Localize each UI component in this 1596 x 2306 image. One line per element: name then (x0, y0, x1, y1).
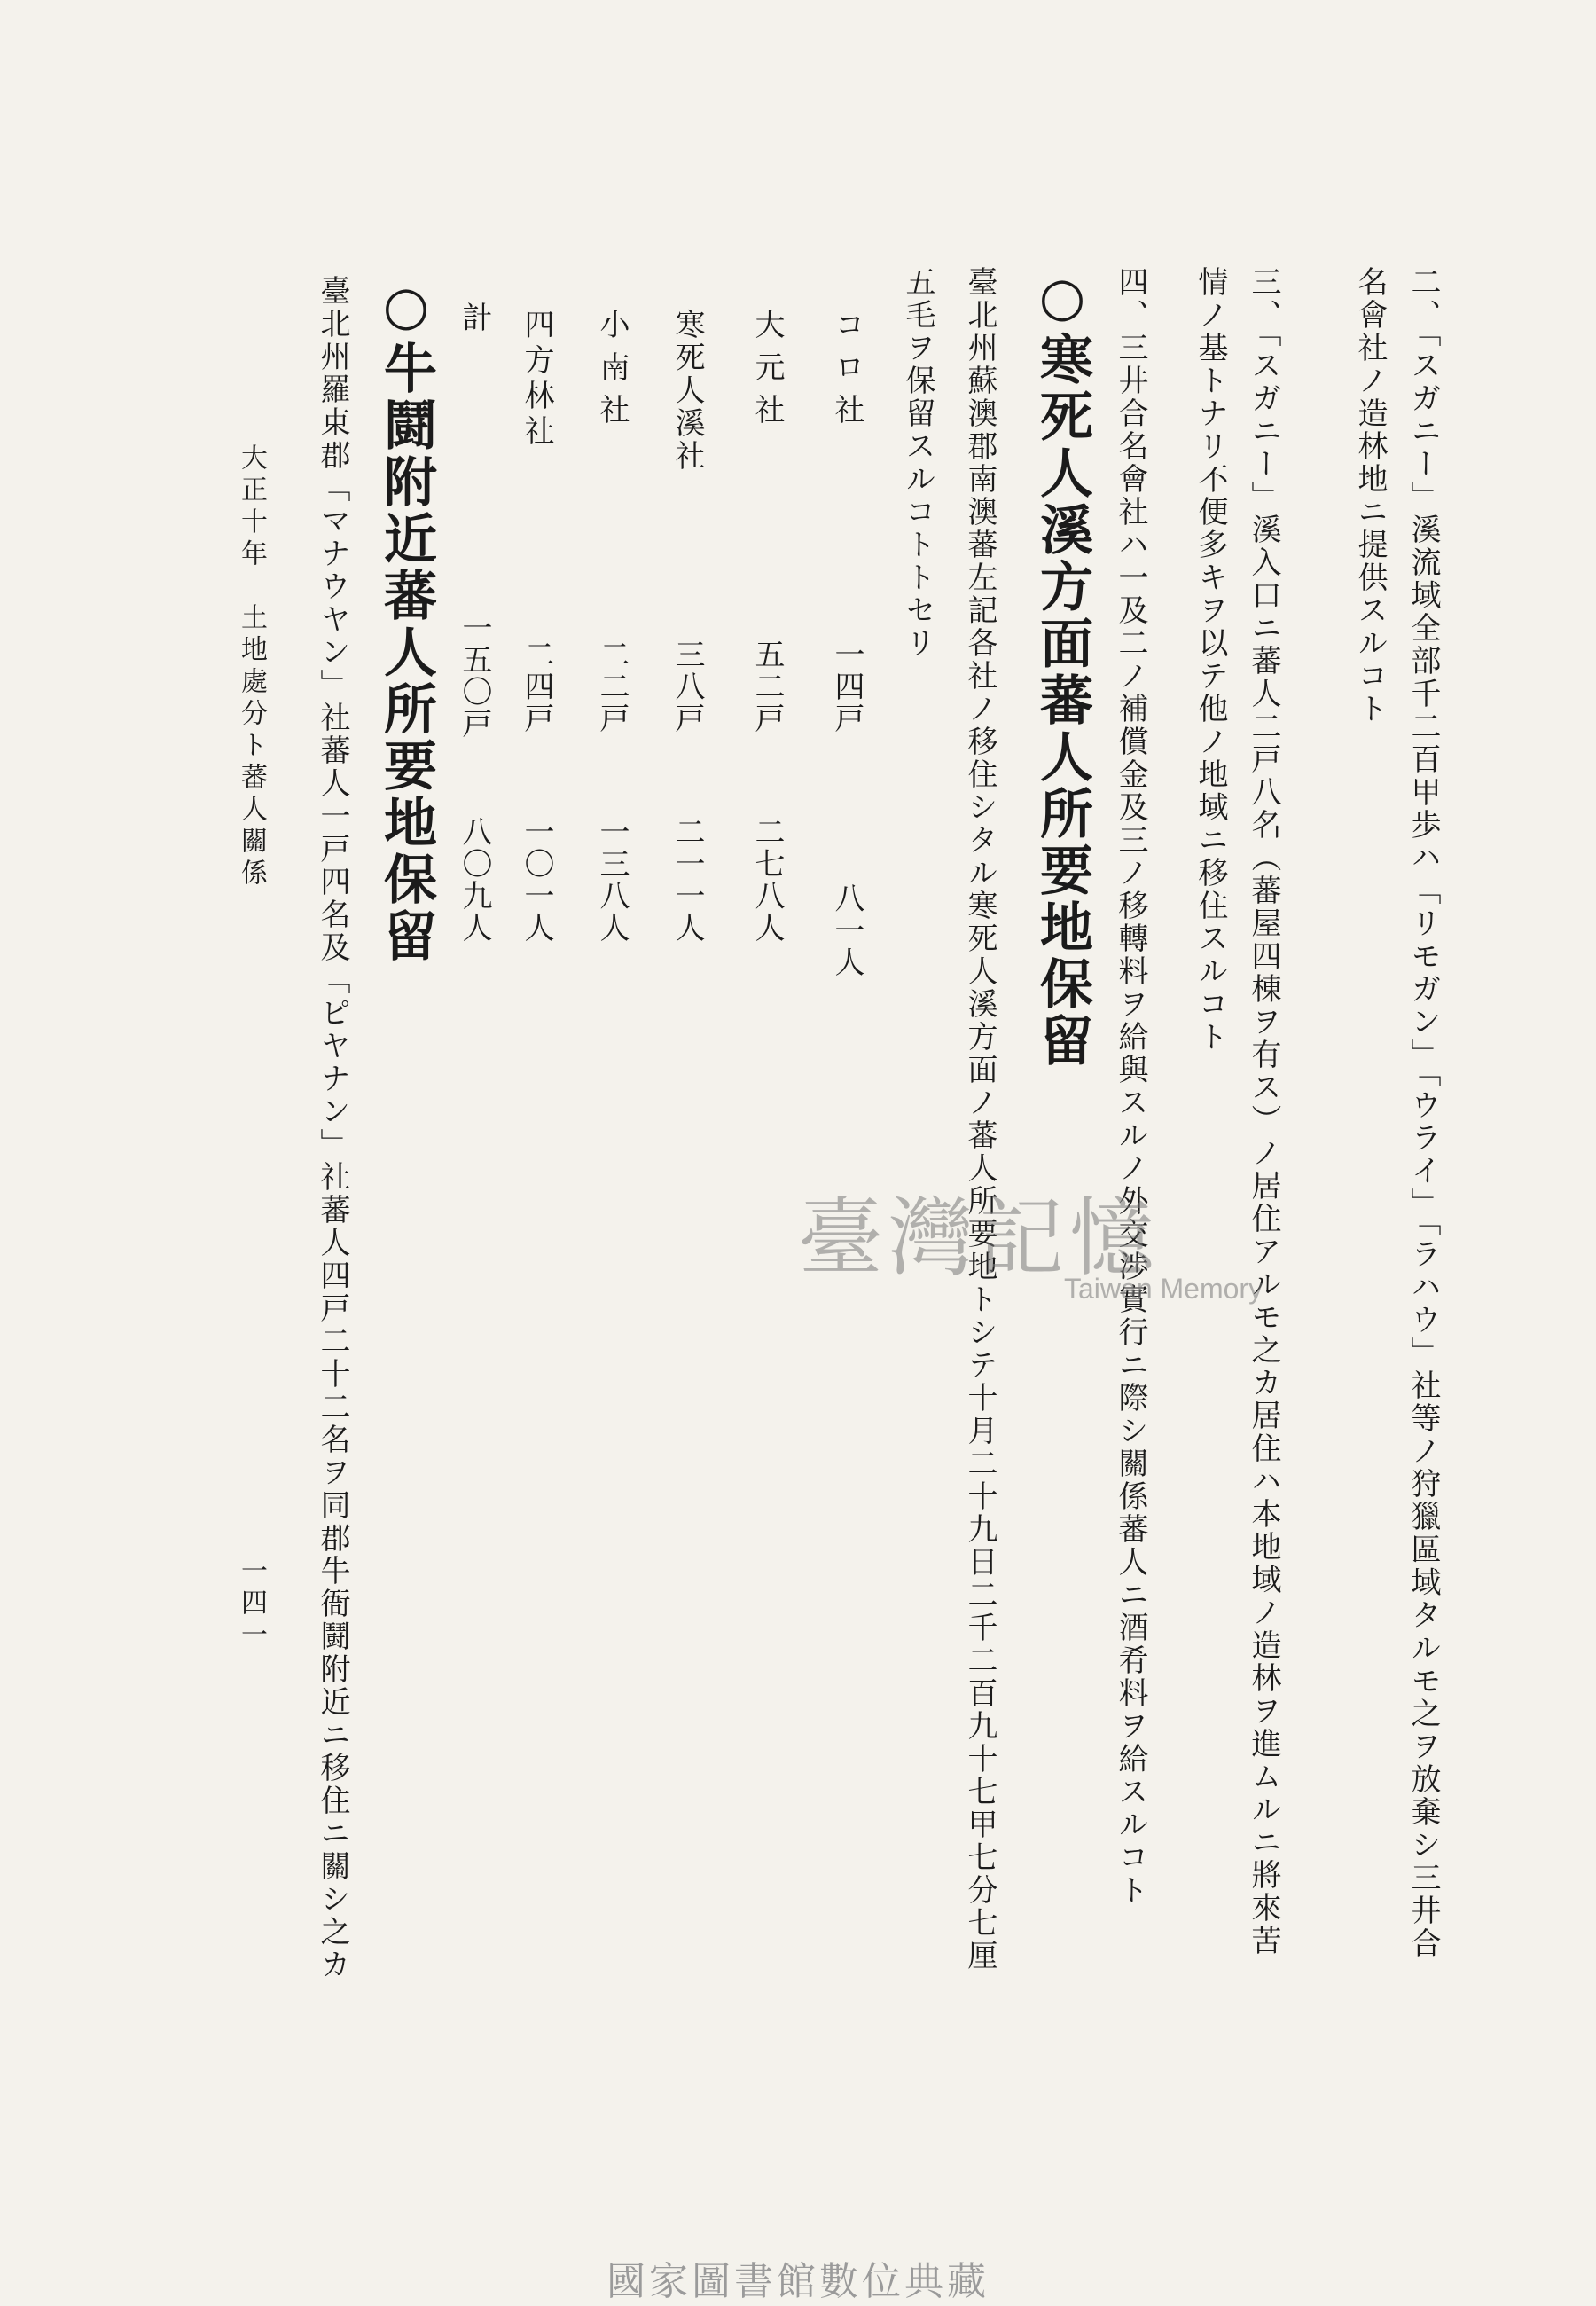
row-people: 二七八人 (749, 816, 785, 944)
watermark-logo (798, 1171, 1295, 1339)
page-number: 一四一 (236, 1557, 267, 1652)
row-households: 二四戸 (519, 639, 554, 734)
row-name: 四方林社 (519, 309, 554, 451)
row-households: 一四戸 (829, 639, 864, 734)
watermark-cjk: 臺灣記憶 (798, 1188, 1160, 1288)
row-name: 小南社 (594, 309, 630, 436)
row-people: 八一人 (829, 882, 864, 978)
text-line-2: 名會社ノ造林地ニ提供スルコト (1352, 266, 1388, 726)
watermark-en: Taiwan Memory (1064, 1273, 1264, 1305)
text-line-4: 情ノ基トナリ不便多キヲ以テ他ノ地域ニ移住スルコト (1193, 266, 1228, 1054)
footer-mark: 國家圖書館數位典藏 (606, 2259, 990, 2304)
row-households: 一五〇戸 (457, 612, 492, 740)
section-heading-2: ○牛鬪附近蕃人所要地保留 (375, 275, 437, 965)
row-households: 五二戸 (749, 639, 785, 734)
text-line-1: 二、「スガニー」溪流域全部千二百甲歩ハ「リモガン」「ウライ」「ラハウ」社等ノ狩獵區域タルモ之ヲ放棄シ三井合 (1405, 266, 1441, 1960)
row-people: 二一一人 (669, 816, 705, 944)
text-line-6: 臺北州蘇澳郡南澳蕃左記各社ノ移住シタル寒死人溪方面ノ蕃人所要地トシテ十月二十九日二千二百九十七甲七分七厘 (962, 266, 998, 1973)
section-heading-1: ○寒死人溪方面蕃人所要地保留 (1031, 266, 1093, 1070)
running-header: 大正十年 土地處分ト蕃人關係 (236, 443, 267, 890)
row-people: 一〇一人 (519, 816, 554, 944)
row-people: 一三八人 (594, 816, 630, 944)
row-name: 大元社 (749, 309, 785, 436)
row-name: 計 (457, 302, 492, 332)
row-people: 八〇九人 (457, 816, 492, 944)
row-name: 寒死人溪社 (669, 309, 705, 473)
text-line-8: 臺北州羅東郡「マナウヤン」社蕃人一戸四名及「ピヤナン」社蕃人四戸二十二名ヲ同郡牛衙鬪附近ニ移住ニ關シ之カ (315, 275, 350, 1981)
text-line-5: 四、三井合名會社ハ一及二ノ補償金及三ノ移轉料ヲ給與スルノ外交渉實行ニ際シ關係蕃人ニ酒肴料ヲ給スルコト (1113, 266, 1148, 1907)
text-line-3: 三、「スガニー」溪入口ニ蕃人二戸八名（蕃屋四棟ヲ有ス）ノ居住アルモ之カ居住ハ本地域ノ造林ヲ進ムルニ將來苦 (1246, 266, 1281, 1957)
text-line-7: 五毛ヲ保留スルコトトセリ (900, 266, 935, 660)
row-households: 二二戸 (594, 639, 630, 734)
row-name: コロ社 (829, 309, 864, 436)
row-households: 三八戸 (669, 639, 705, 734)
